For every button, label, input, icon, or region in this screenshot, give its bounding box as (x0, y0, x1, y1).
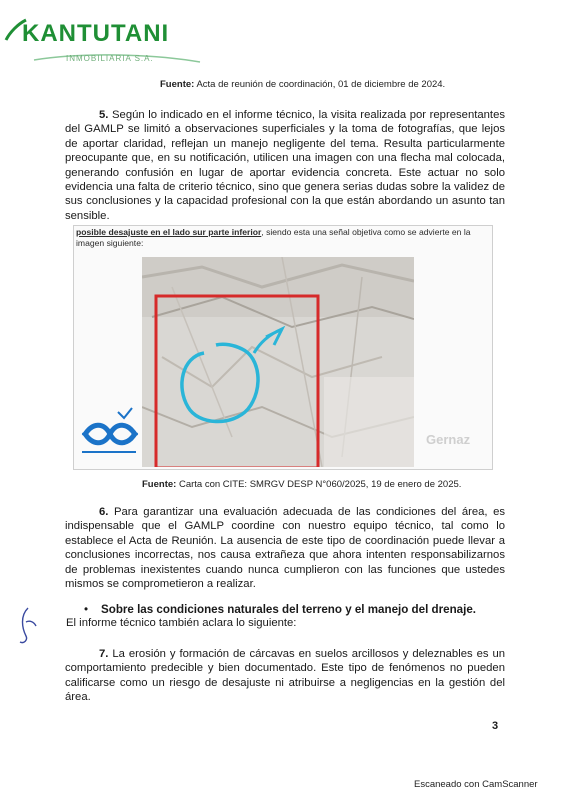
paragraph-5 (65, 108, 505, 223)
page-number: 3 (492, 720, 499, 732)
terrain-photo (142, 257, 414, 467)
paragraph-5-number: 5. (99, 109, 109, 121)
figure-caption-highlight: posible desajuste en el lado sur parte inferior (76, 227, 262, 237)
bullet-dot-icon: • (84, 603, 89, 616)
figure-watermark: Gernaz (426, 432, 471, 447)
paragraph-7-number: 7. (99, 648, 109, 660)
company-logo: KANTUTANI (22, 20, 170, 47)
paragraph-6-number: 6. (99, 506, 109, 518)
figure-source-text: Carta con CITE: SMRGV DESP N°060/2025, 19 de enero de 2025. (178, 479, 462, 490)
paragraph-6-text: Para garantizar una evaluación adecuada de las condiciones del área, es indispensable que el GAMLP coordine con nuestro equipo técnico, tal como lo establece el Acta de Reunión. La ausencia de este tipo de coordinación puede llevar a conclusiones incorrectas, nos causa extrañeza que ahora intenten responsabilizarnos de problemas inexistentes cuando nunca cumplieron con las funciones que ustedes mismos se comprometieron a realizar. (65, 506, 505, 591)
figure-source-line (142, 479, 461, 490)
figure-source-label: Fuente: (142, 479, 177, 490)
embedded-figure (73, 225, 493, 470)
figure-logo-icon (78, 402, 140, 462)
top-source-text: Acta de reunión de coordinación, 01 de diciembre de 2024. (196, 79, 446, 90)
company-logo-subtitle: INMOBILIARIA S.A. (66, 54, 154, 63)
paragraph-6 (65, 505, 505, 591)
section-bullet-title: Sobre las condiciones naturales del terreno y el manejo del drenaje. (101, 603, 476, 616)
figure-caption-rest: , siendo esta una señal objetiva como se advierte en la imagen siguiente: (76, 227, 471, 248)
paragraph-5-text: Según lo indicado en el informe técnico, la visita realizada por representantes del GAMLP se limitó a observaciones superficiales y la toma de fotografías, que lejos de aportar claridad, reflejan un manejo negligente del tema. Resulta particularmente preocupante que, en su notificación, utilicen una imagen con una flecha mal colocada, generando confusión en lugar de aportar evidencia concreta. Este actuar no solo evidencia una falta de criterio técnico, sino que genera serias dudas sobre la validez de sus conclusiones y la capacidad profesional con la que están abordando un asunto tan sensible. (65, 109, 506, 222)
top-source-line (160, 79, 445, 90)
figure-caption (76, 227, 488, 249)
source-label: Fuente: (160, 79, 195, 90)
paragraph-7-text: La erosión y formación de cárcavas en suelos arcillosos y deleznables es un comportamiento predecible y bien documentado. Este tipo de fenómenos no pueden calificarse como un riesgo de desajuste ni atribuirse a negligencias en la gestión del área. (65, 648, 506, 704)
paragraph-7 (65, 647, 505, 705)
scanner-footer: Escaneado con CamScanner (414, 779, 538, 790)
section-intro: El informe técnico también aclara lo siguiente: (66, 617, 297, 629)
handwritten-signature (14, 606, 40, 646)
